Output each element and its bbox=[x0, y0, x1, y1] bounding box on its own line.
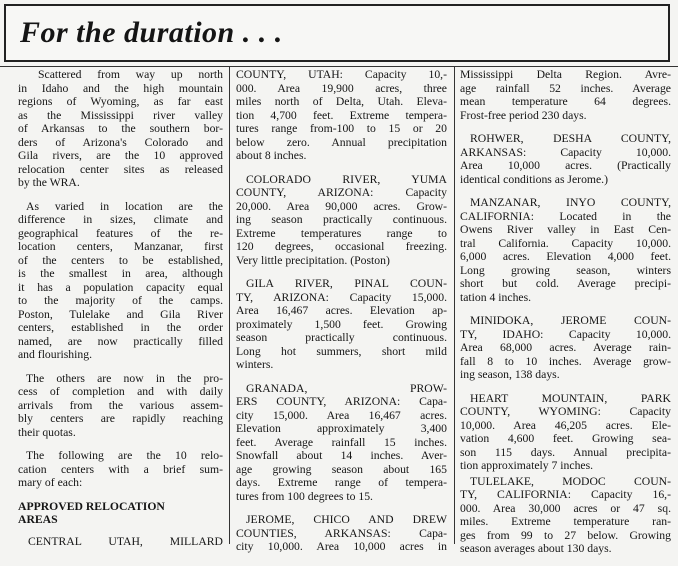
text-line: Area 68,000 acres. Average rain- bbox=[460, 341, 671, 354]
text-line: Owens River valley in East Cen- bbox=[460, 223, 671, 236]
text-line: 6,000 acres. Elevation 4,000 feet. bbox=[460, 250, 671, 263]
text-line: Area 16,467 acres. Elevation ap- bbox=[236, 304, 447, 317]
text-line: Extreme temperatures range to bbox=[236, 226, 447, 240]
column-1 bbox=[18, 68, 223, 548]
text-line: TULELAKE, MODOC COUN- bbox=[470, 474, 671, 488]
text-line: geographical features of the re- bbox=[18, 226, 223, 240]
text-line: city 15,000. Area 16,467 acres. bbox=[236, 408, 447, 422]
text-line: TY, IDAHO: Capacity 10,000. bbox=[460, 327, 671, 341]
text-line: season averages about 130 days. bbox=[460, 542, 612, 555]
text-line: season practically continuous. bbox=[236, 331, 447, 344]
text-line: 000. Area 19,900 acres, three bbox=[236, 81, 447, 95]
text-line: bly centers are rapidly reaching bbox=[18, 412, 223, 425]
text-line: COUNTY, ARIZONA: Capacity bbox=[236, 186, 447, 199]
text-line: fall 8 to 10 inches. Average grow- bbox=[460, 354, 671, 368]
column-2 bbox=[236, 68, 447, 564]
text-line: son 115 days. Annual precipita- bbox=[460, 445, 671, 459]
text-line: cess of completion and with daily bbox=[18, 385, 223, 398]
text-line: short but cold. Average precipi- bbox=[460, 277, 671, 290]
text-line: HEART MOUNTAIN, PARK bbox=[470, 391, 671, 405]
text-line: miles. Extreme temperature ran- bbox=[460, 515, 671, 528]
text-line: proximately 1,500 feet. Growing bbox=[236, 317, 447, 331]
text-line: TY, CALIFORNIA: Capacity 16,- bbox=[460, 488, 671, 501]
text-line: Mississippi Delta Region. Avre- bbox=[460, 68, 671, 81]
text-line: of Arkansas to the southern bor- bbox=[18, 122, 223, 135]
text-line: 000. Area 30,000 acres or 47 sq. bbox=[460, 501, 671, 515]
text-line: about 8 inches. bbox=[236, 149, 307, 162]
text-line: Area 10,000 acres. (Practically bbox=[460, 159, 671, 172]
text-line: relocation center sites as released bbox=[18, 162, 223, 176]
text-line: ing season practically continuous. bbox=[236, 213, 447, 226]
text-line: COUNTY, WYOMING: Capacity bbox=[460, 405, 671, 418]
text-line: Long growing season, winters bbox=[460, 263, 671, 277]
entry-heart-mountain bbox=[460, 392, 671, 473]
text-line: 20,000. Area 90,000 acres. Grow- bbox=[236, 199, 447, 213]
text-line: days. Extreme range of tempera- bbox=[236, 476, 447, 489]
text-line: tion approximately 7 inches. bbox=[460, 459, 594, 472]
text-line: MINIDOKA, JEROME COUN- bbox=[470, 314, 671, 327]
text-line: CENTRAL UTAH, MILLARD bbox=[28, 534, 223, 548]
text-line: The others are now in the pro- bbox=[26, 371, 223, 385]
text-line: Snowfall about 14 inches. Aver- bbox=[236, 449, 447, 462]
paragraph bbox=[18, 200, 223, 362]
text-line: in Idaho and the high mountain bbox=[18, 81, 223, 95]
text-line: named, are now practically filled bbox=[18, 334, 223, 348]
text-line: age growing season about 165 bbox=[236, 462, 447, 476]
text-line: feet. Average rainfall 15 inches. bbox=[236, 435, 447, 449]
text-line: arrivals from the various assem- bbox=[18, 398, 223, 412]
text-line: location centers, Manzanar, first bbox=[18, 240, 223, 253]
text-line: to the majority of the camps. bbox=[18, 294, 223, 307]
text-line: is the smallest in area, although bbox=[18, 267, 223, 280]
text-line: difference in sizes, climate and bbox=[18, 213, 223, 226]
text-line: regions of Wyoming, as far east bbox=[18, 95, 223, 108]
text-line: COLORADO RIVER, YUMA bbox=[246, 172, 447, 186]
text-line: as the Mississippi river valley bbox=[18, 108, 223, 122]
text-line: ders of Arizona's Colorado and bbox=[18, 135, 223, 149]
text-line: miles north of Delta, Utah. Eleva- bbox=[236, 95, 447, 108]
text-line: 10,000. Area 46,205 acres. Ele- bbox=[460, 418, 671, 432]
text-line: tation 4 inches. bbox=[460, 290, 532, 304]
entry-manzanar bbox=[460, 196, 671, 304]
text-line: winters. bbox=[236, 358, 274, 371]
text-line: Poston, Tulelake and Gila River bbox=[18, 307, 223, 321]
text-line: COUNTY, UTAH: Capacity 10,- bbox=[236, 68, 447, 81]
entry-jerome-continued bbox=[460, 68, 671, 122]
text-line: Frost-free period 230 days. bbox=[460, 108, 587, 122]
entry-gila-river bbox=[236, 277, 447, 372]
entry-rohwer bbox=[460, 132, 671, 186]
text-line: AREAS bbox=[18, 513, 58, 526]
text-line: The following are the 10 relo- bbox=[26, 449, 223, 462]
text-line: GRANADA, PROW- bbox=[246, 381, 447, 395]
text-line: ARKANSAS: Capacity 10,000. bbox=[460, 145, 671, 159]
text-line: 120 degrees, occasional freezing. bbox=[236, 240, 447, 253]
text-line: ges from 99 to 27 below. Growing bbox=[460, 528, 671, 542]
text-line: ing season, 138 days. bbox=[460, 368, 560, 381]
entry-minidoka bbox=[460, 314, 671, 382]
text-line: by the WRA. bbox=[18, 176, 80, 189]
text-line: MANZANAR, INYO COUNTY, bbox=[470, 196, 671, 209]
column-3 bbox=[460, 68, 671, 566]
text-line: tral California. Capacity 10,000. bbox=[460, 236, 671, 250]
column-rule-1 bbox=[229, 66, 230, 544]
text-line: city 10,000. Area 10,000 acres in bbox=[236, 540, 447, 553]
text-line: it has a population capacity equal bbox=[18, 280, 223, 294]
text-line: APPROVED RELOCATION bbox=[18, 499, 165, 513]
text-line: TY, ARIZONA: Capacity 15,000. bbox=[236, 290, 447, 304]
text-line: Long hot summers, short mild bbox=[236, 344, 447, 358]
text-line: and flourishing. bbox=[18, 348, 93, 361]
paragraph bbox=[18, 372, 223, 440]
text-line: Elevation approximately 3,400 bbox=[236, 422, 447, 435]
text-line: cation centers with a brief sum- bbox=[18, 462, 223, 476]
top-rule bbox=[0, 66, 678, 67]
paragraph bbox=[18, 449, 223, 490]
text-line: GILA RIVER, PINAL COUN- bbox=[246, 277, 447, 290]
text-line: ROHWER, DESHA COUNTY, bbox=[470, 132, 671, 145]
text-line: JEROME, CHICO AND DREW bbox=[246, 513, 447, 526]
column-rule-2 bbox=[454, 66, 455, 544]
text-line: below zero. Annual precipitation bbox=[236, 135, 447, 149]
section-subhead bbox=[18, 500, 223, 527]
text-line: vation 4,600 feet. Growing sea- bbox=[460, 432, 671, 445]
text-line: Scattered from way up north bbox=[38, 68, 223, 81]
title-box bbox=[4, 4, 670, 62]
text-line: tures range from-100 to 15 or 20 bbox=[236, 122, 447, 135]
entry-jerome bbox=[236, 513, 447, 554]
text-line: mean temperature 64 degrees. bbox=[460, 95, 671, 108]
intro-paragraph bbox=[18, 68, 223, 190]
entry-colorado-river bbox=[236, 173, 447, 268]
text-line: Gila rivers, are the 10 approved bbox=[18, 149, 223, 162]
entry-central-utah bbox=[236, 68, 447, 163]
text-line: centers, established in the order bbox=[18, 321, 223, 334]
text-line: age rainfall 52 inches. Average bbox=[460, 81, 671, 95]
text-line: tion 4,700 feet. Extreme tempera- bbox=[236, 108, 447, 122]
text-line: ERS COUNTY, ARIZONA: Capa- bbox=[236, 395, 447, 408]
text-line: As varied in location are the bbox=[26, 199, 223, 213]
entry-tulelake bbox=[460, 475, 671, 556]
text-line: identical conditions as Jerome.) bbox=[460, 172, 608, 186]
text-line: their quotas. bbox=[18, 425, 76, 439]
entry-granada bbox=[236, 382, 447, 504]
text-line: of the centers to be established, bbox=[18, 253, 223, 267]
text-line: tures from 100 degrees to 15. bbox=[236, 489, 373, 503]
entry-lead bbox=[18, 535, 223, 549]
text-line: mary of each: bbox=[18, 476, 83, 489]
text-line: CALIFORNIA: Located in the bbox=[460, 209, 671, 223]
page-title: For the duration . . . bbox=[20, 16, 283, 49]
text-line: Very little precipitation. (Poston) bbox=[236, 253, 390, 267]
text-line: COUNTIES, ARKANSAS: Capa- bbox=[236, 526, 447, 540]
